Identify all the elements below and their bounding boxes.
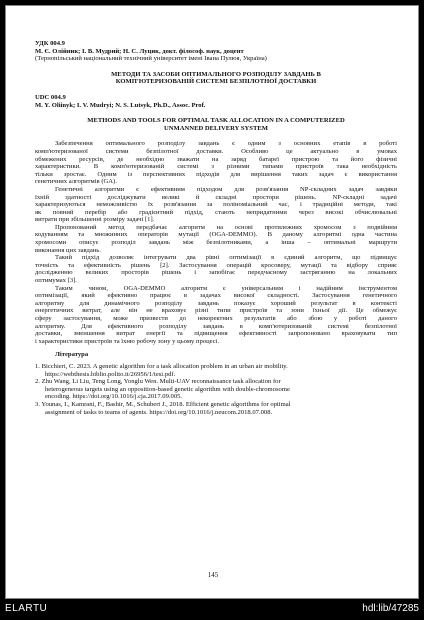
references-heading: Література	[55, 351, 89, 359]
title-ua-line-1: МЕТОДИ ТА ЗАСОБИ ОПТИМАЛЬНОГО РОЗПОДІЛУ ЗАВДАНЬ В	[111, 70, 321, 78]
authors-ua: М. Є. Олійник; І. В. Мудрий; Н. С. Луцик, докт. філософ. наук, доцент	[35, 47, 244, 55]
text-line: кодуванням та множинних операторів мутації (OGA-DEMMO). В даному алгоритмі одна частина	[35, 231, 397, 239]
reference-line: 2. Zhu Wang, Li Liu, Teng Long, Yonglu Wen. Multi-UAV reconnaissance task allocation for	[35, 378, 281, 386]
text-line: енергетичних витрат, але він не враховує різні типи пристроїв та зони їхньої дії. Це обмежує	[35, 307, 397, 315]
text-line: їхній здатності досліджувати великі й складні простори рішень. NP-складні задачі	[35, 193, 397, 201]
text-line: Такий підхід дозволяє інтегрувати два рівні оптимізації в єдиний алгоритм, що підвищує	[55, 254, 397, 262]
body-paragraph-3	[35, 224, 397, 254]
text-line: Генетичні алгоритми є ефективним підходом для розв'язання NP-складних задач завдяки	[55, 185, 397, 193]
affiliation-ua: (Тернопільський національний технічний університет імені Івана Пулюя, Україна)	[35, 55, 267, 63]
text-line: і характеристики пристроїв та їхню робочу зону у цьому процесі.	[35, 337, 220, 345]
text-line: характеризуються неможливістю їх розв'язання за поліноміальний час, і традиційні методи, такі	[35, 201, 397, 209]
text-line: виконання цих завдань.	[35, 246, 101, 254]
text-line: алгоритму. Для ефективного розподілу завдань в комп'ютеризованій системі безпілотної	[35, 322, 397, 330]
text-line: хромосоми описує розподіл завдань між безпілотниками, а інша – оптимальні маршрути	[35, 239, 397, 247]
repository-footer-bar	[0, 599, 424, 620]
handle-identifier: hdl:lib/47285	[362, 603, 419, 614]
body-paragraph-5	[35, 285, 397, 346]
reference-line: https://webthesis.biblio.polito.it/26956/1/tesi.pdf.	[45, 370, 176, 378]
text-line: Забезпечення оптимального розподілу завдань є одним з основних етапів в роботі	[55, 140, 397, 148]
text-line: як повний перебір або градієнтний підхід, стають непридатними через високі обчислювальні	[35, 208, 397, 216]
reference-2	[35, 378, 397, 401]
text-line: Таким чином, OGA-DEMMO алгоритм є універсальним і надійним інструментом	[55, 284, 397, 292]
reference-line: heterogeneous targets using an opposition-based genetic algorithm with double-chromosome	[45, 385, 290, 393]
text-line: комп'ютеризованої системи безпілотної доставки. Особливо це актуально в умовах	[35, 147, 397, 155]
udc-en: UDC 004.9	[35, 93, 66, 101]
text-line: оптимумах [3].	[35, 277, 77, 285]
udc-ua: УДК 004.9	[35, 40, 65, 47]
text-line: алгоритму для динамічного розподілу завдань показує хороший результат в контексті	[35, 299, 397, 307]
text-line: генетичних алгоритмів (GA).	[35, 178, 117, 186]
page-number: 145	[207, 571, 219, 579]
title-en-line-2: UNMANNED DELIVERY SYSTEM	[164, 124, 268, 132]
reference-line: assignment of tasks to teams of agents. https://doi.org/10.1016/j.neucom.2018.07.008.	[45, 408, 273, 416]
text-line: дослідженню великих просторів рішень і запобігає передчасному застряганню на локальних	[35, 269, 397, 277]
text-line: сферу застосування, може призвести до некоректних результатів або збою у роботі даного	[35, 315, 397, 322]
text-line: витрати при збільшенні розміру задачі [1].	[35, 216, 155, 224]
reference-3	[35, 401, 397, 416]
text-line: тільки зростає. Одним із перспективних підходів для вирішення таких задач є використання	[35, 170, 397, 178]
body-paragraph-2	[35, 186, 397, 224]
text-line: доставки, зменшення витрат енергії та підвищення ефективності запропоновано враховувати тип	[35, 330, 397, 338]
text-line: оптимізації, який ефективно працює в задачах високої складності. Застосування генетичного	[35, 292, 397, 300]
article-content	[35, 40, 397, 416]
document-page	[5, 5, 419, 599]
title-ua-line-2: КОМП'ЮТЕРИЗОВАНІЙ СИСТЕМІ БЕЗПІЛОТНОЇ ДОСТАВКИ	[115, 78, 317, 86]
body-paragraph-1	[35, 140, 397, 186]
text-line: обмежених ресурсів, де необхідно зважати на заряд батареї пристрою та його фізичні	[35, 155, 397, 163]
text-line: Пропонований метод передбачає алгоритм на основі протилежних хромосом з подвійним	[55, 223, 397, 231]
title-en-line-1: METHODS AND TOOLS FOR OPTIMAL TASK ALLOCATION IN A COMPUTERIZED	[87, 117, 345, 125]
reference-line: 1. Bicchieri, C. 2023. A genetic algorithm for a task allocation problem in an urban air mobility.	[35, 362, 288, 370]
body-paragraph-4	[35, 254, 397, 284]
reference-1	[35, 363, 397, 378]
repository-name: ELARTU	[5, 603, 48, 614]
reference-line: encoding. https://doi.org/10.1016/j.cja.2017.09.005.	[45, 393, 183, 401]
authors-en: M. Y. Oliinyk; I. V. Mudryi; N. S. Lutsyk, Ph.D., Assoc. Prof.	[35, 101, 206, 109]
text-line: точність та ефективність рішень [2]. Застосування операцій кросоверу, мутації та відбору сприяє	[35, 261, 397, 269]
text-line: характеристики. В комп'ютеризованій системі з різними типами пристроїв така необхідність	[35, 163, 397, 171]
reference-line: 3. Younas, I., Kamrani, F., Bashir, M., Schubert J., 2018. Efficient genetic algorithms for optimal	[35, 400, 291, 408]
